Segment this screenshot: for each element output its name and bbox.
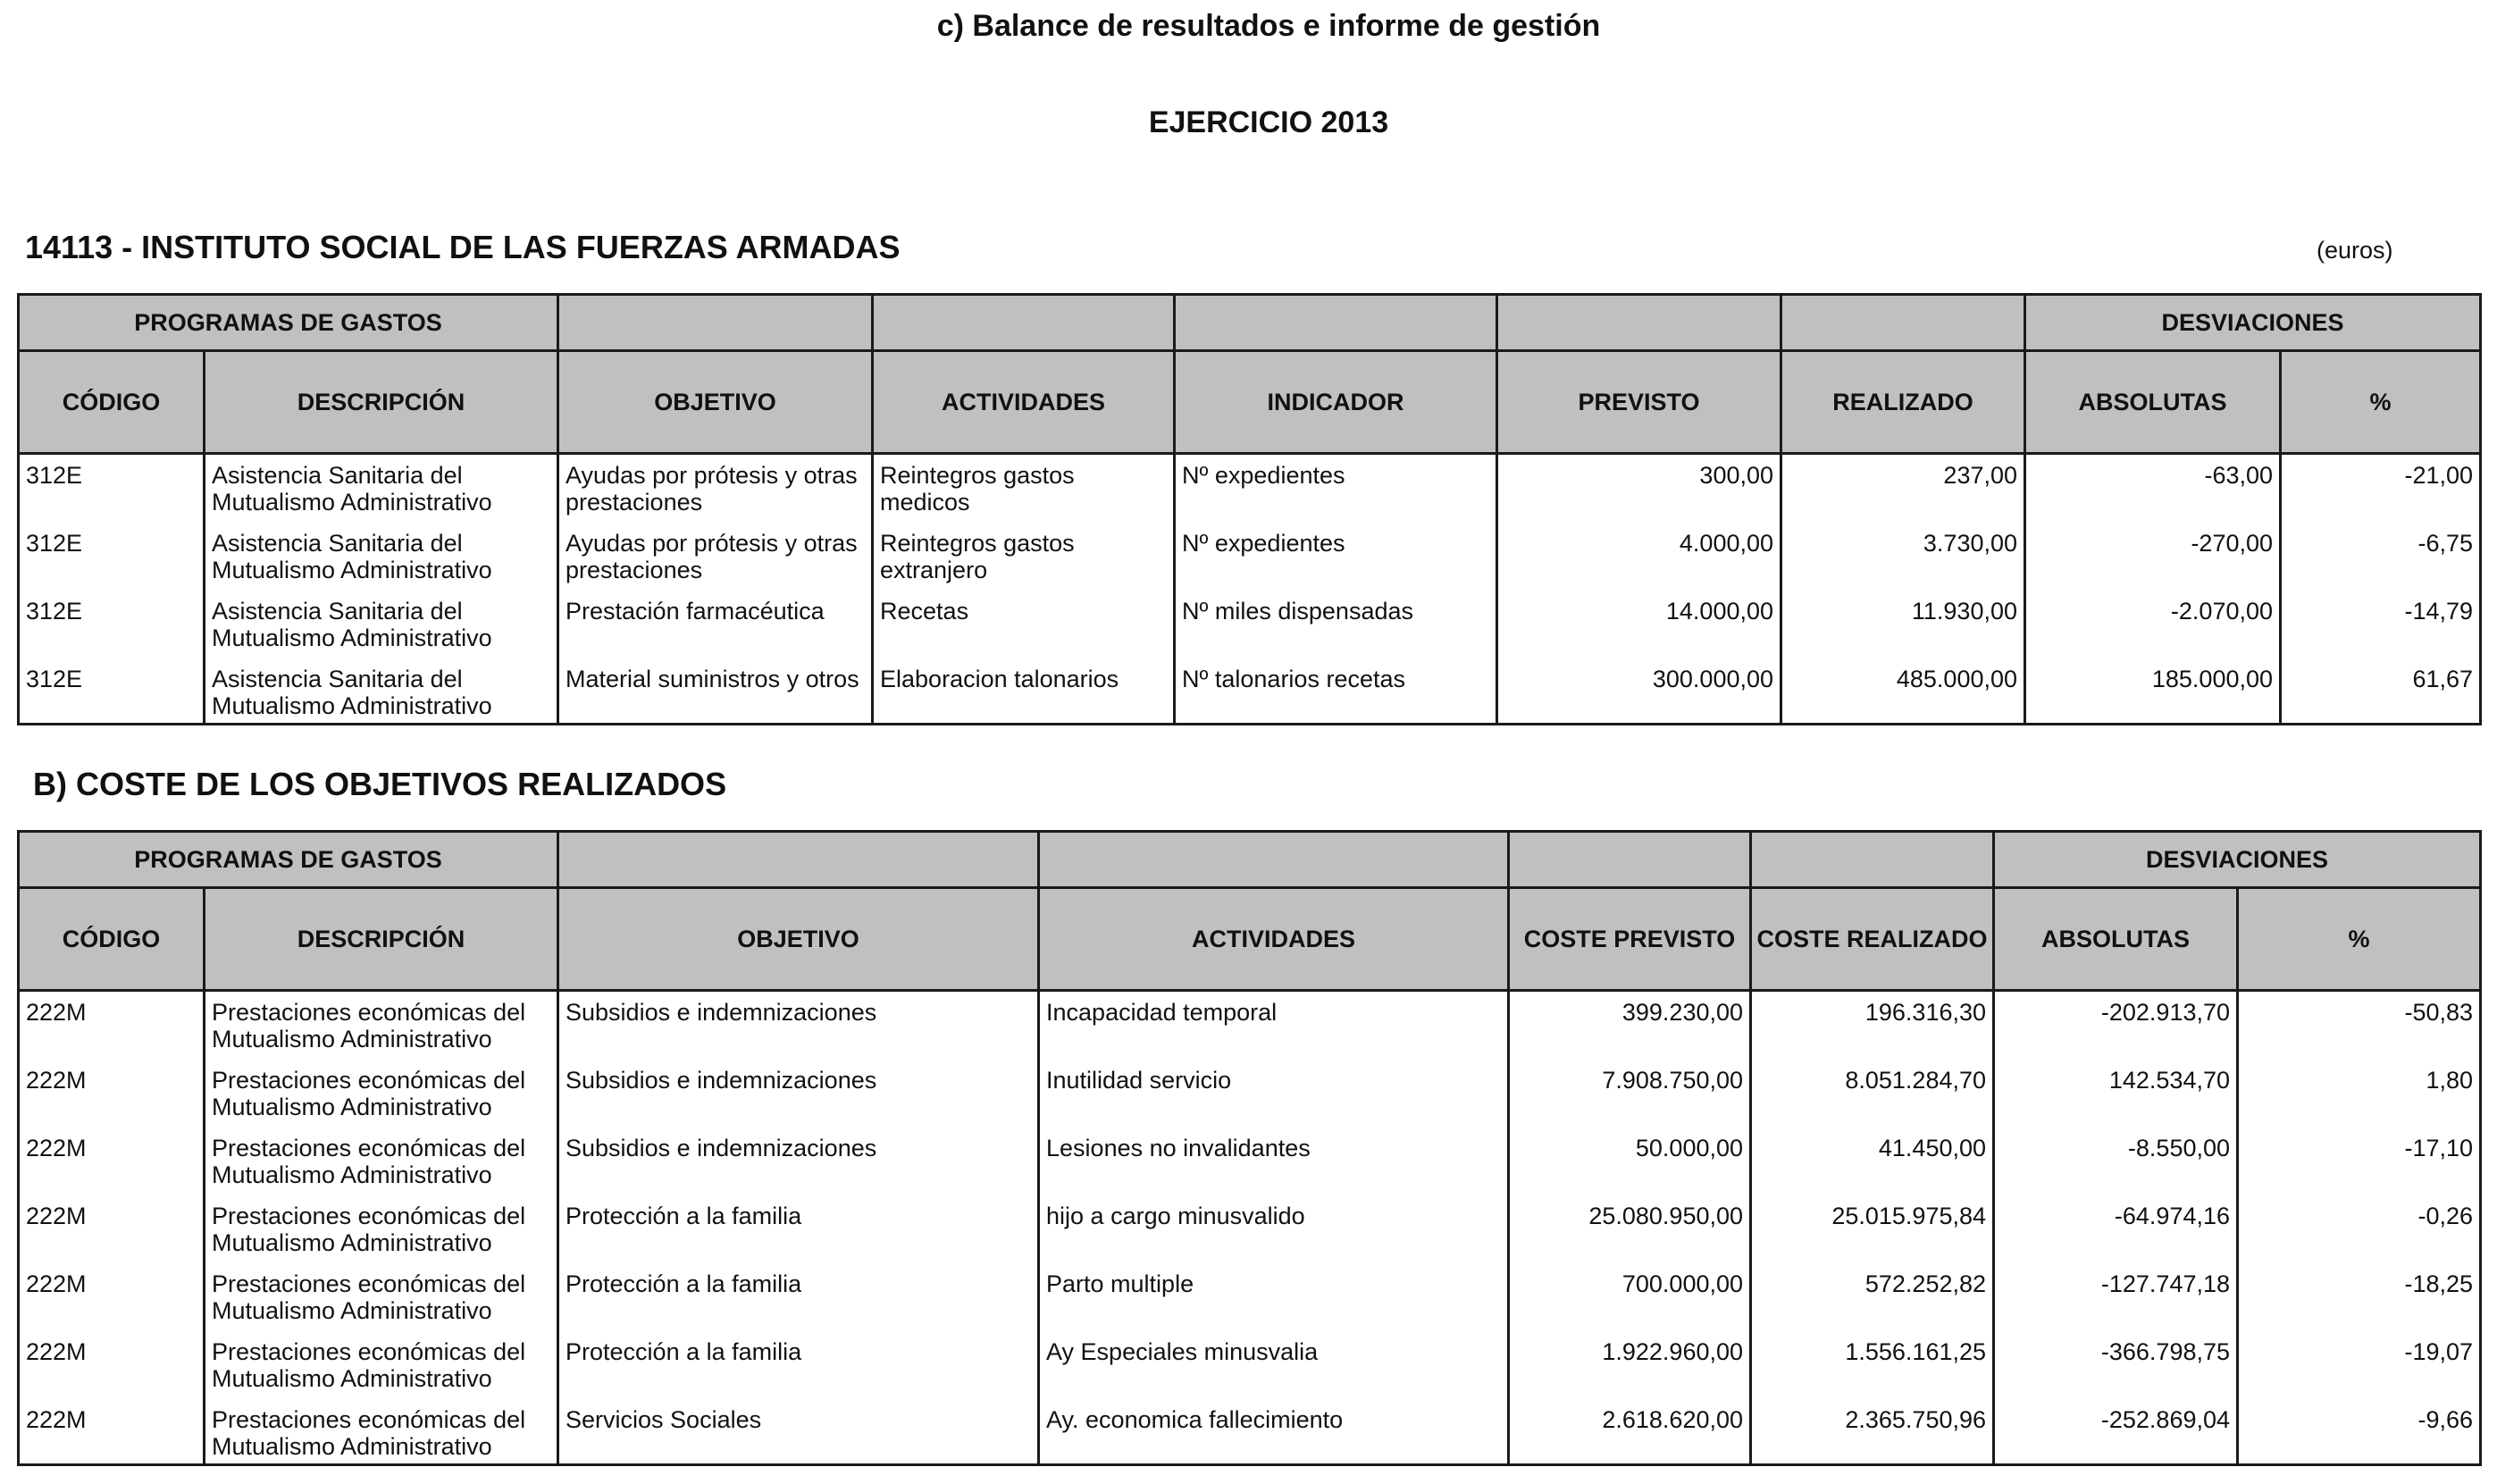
column-header: REALIZADO	[1781, 351, 2025, 454]
activity-cell: Recetas	[873, 591, 1175, 658]
absolute-deviation-cell: -127.747,18	[1994, 1263, 2238, 1331]
table-row	[19, 1060, 2481, 1128]
empty-group-header	[873, 295, 1175, 351]
objective-cell: Subsidios e indemnizaciones	[558, 1128, 1039, 1195]
column-header: OBJETIVO	[558, 888, 1039, 991]
description-cell: Prestaciones económicas del Mutualismo Administrativo	[205, 1060, 558, 1128]
indicator-cell: Nº expedientes	[1175, 454, 1497, 524]
indicator-cell: Nº expedientes	[1175, 523, 1497, 591]
absolute-deviation-cell: -202.913,70	[1994, 991, 2238, 1061]
percent-deviation-cell: -21,00	[2281, 454, 2481, 524]
description-cell: Asistencia Sanitaria del Mutualismo Administrativo	[205, 658, 558, 725]
code-cell: 312E	[19, 591, 205, 658]
deviations-group-header: DESVIACIONES	[2025, 295, 2481, 351]
document-title: c) Balance de resultados e informe de gestión	[936, 9, 1601, 43]
planned-cell: 300.000,00	[1497, 658, 1781, 725]
realized-cost-cell: 1.556.161,25	[1751, 1331, 1994, 1399]
column-header: COSTE PREVISTO	[1509, 888, 1751, 991]
column-header: %	[2238, 888, 2481, 991]
realized-cost-cell: 8.051.284,70	[1751, 1060, 1994, 1128]
column-header: ACTIVIDADES	[1039, 888, 1509, 991]
objective-cell: Protección a la familia	[558, 1331, 1039, 1399]
planned-cost-cell: 700.000,00	[1509, 1263, 1751, 1331]
empty-group-header	[1509, 832, 1751, 888]
description-cell: Prestaciones económicas del Mutualismo Administrativo	[205, 1399, 558, 1465]
percent-deviation-cell: -19,07	[2238, 1331, 2481, 1399]
description-cell: Prestaciones económicas del Mutualismo Administrativo	[205, 1128, 558, 1195]
realized-cell: 3.730,00	[1781, 523, 2025, 591]
absolute-deviation-cell: -64.974,16	[1994, 1195, 2238, 1263]
description-cell: Asistencia Sanitaria del Mutualismo Administrativo	[205, 454, 558, 524]
planned-cell: 300,00	[1497, 454, 1781, 524]
description-cell: Prestaciones económicas del Mutualismo Administrativo	[205, 1195, 558, 1263]
column-header: COSTE REALIZADO	[1751, 888, 1994, 991]
group-header-row	[19, 832, 2481, 888]
entity-title: 14113 - INSTITUTO SOCIAL DE LAS FUERZAS ARMADAS	[25, 229, 901, 265]
column-header: PREVISTO	[1497, 351, 1781, 454]
realized-cost-cell: 41.450,00	[1751, 1128, 1994, 1195]
deviations-group-header: DESVIACIONES	[1994, 832, 2481, 888]
realized-cell: 485.000,00	[1781, 658, 2025, 725]
code-cell: 222M	[19, 1263, 205, 1331]
empty-group-header	[1039, 832, 1509, 888]
code-cell: 312E	[19, 523, 205, 591]
percent-deviation-cell: -9,66	[2238, 1399, 2481, 1465]
activity-cell: Lesiones no invalidantes	[1039, 1128, 1509, 1195]
activity-cell: Inutilidad servicio	[1039, 1060, 1509, 1128]
planned-cost-cell: 50.000,00	[1509, 1128, 1751, 1195]
costs-table	[17, 830, 2482, 1466]
activity-cell: Ay. economica fallecimiento	[1039, 1399, 1509, 1465]
code-cell: 222M	[19, 1060, 205, 1128]
percent-deviation-cell: -14,79	[2281, 591, 2481, 658]
planned-cost-cell: 1.922.960,00	[1509, 1331, 1751, 1399]
percent-deviation-cell: 61,67	[2281, 658, 2481, 725]
table-row	[19, 454, 2481, 524]
group-header-row	[19, 295, 2481, 351]
column-header: DESCRIPCIÓN	[205, 888, 558, 991]
activity-cell: Parto multiple	[1039, 1263, 1509, 1331]
empty-group-header	[1497, 295, 1781, 351]
realized-cost-cell: 196.316,30	[1751, 991, 1994, 1061]
column-header: INDICADOR	[1175, 351, 1497, 454]
percent-deviation-cell: -6,75	[2281, 523, 2481, 591]
programs-group-header: PROGRAMAS DE GASTOS	[19, 295, 558, 351]
empty-group-header	[1751, 832, 1994, 888]
column-header: DESCRIPCIÓN	[205, 351, 558, 454]
table-row	[19, 1399, 2481, 1465]
description-cell: Asistencia Sanitaria del Mutualismo Administrativo	[205, 591, 558, 658]
indicators-table	[17, 293, 2482, 725]
code-cell: 222M	[19, 991, 205, 1061]
percent-deviation-cell: -0,26	[2238, 1195, 2481, 1263]
absolute-deviation-cell: -270,00	[2025, 523, 2281, 591]
objective-cell: Ayudas por prótesis y otras prestaciones	[558, 454, 873, 524]
absolute-deviation-cell: -8.550,00	[1994, 1128, 2238, 1195]
exercise-title: EJERCICIO 2013	[1148, 105, 1389, 139]
column-header: CÓDIGO	[19, 351, 205, 454]
realized-cost-cell: 2.365.750,96	[1751, 1399, 1994, 1465]
absolute-deviation-cell: -2.070,00	[2025, 591, 2281, 658]
activity-cell: Reintegros gastos extranjero	[873, 523, 1175, 591]
column-header: OBJETIVO	[558, 351, 873, 454]
empty-group-header	[558, 832, 1039, 888]
code-cell: 222M	[19, 1331, 205, 1399]
percent-deviation-cell: 1,80	[2238, 1060, 2481, 1128]
objective-cell: Prestación farmacéutica	[558, 591, 873, 658]
realized-cell: 11.930,00	[1781, 591, 2025, 658]
planned-cost-cell: 2.618.620,00	[1509, 1399, 1751, 1465]
planned-cell: 14.000,00	[1497, 591, 1781, 658]
code-cell: 312E	[19, 454, 205, 524]
realized-cost-cell: 25.015.975,84	[1751, 1195, 1994, 1263]
table-row	[19, 1263, 2481, 1331]
activity-cell: hijo a cargo minusvalido	[1039, 1195, 1509, 1263]
activity-cell: Incapacidad temporal	[1039, 991, 1509, 1061]
column-header: %	[2281, 351, 2481, 454]
code-cell: 222M	[19, 1195, 205, 1263]
units-label: (euros)	[2317, 237, 2393, 264]
empty-group-header	[558, 295, 873, 351]
activity-cell: Reintegros gastos medicos	[873, 454, 1175, 524]
absolute-deviation-cell: -63,00	[2025, 454, 2281, 524]
empty-group-header	[1175, 295, 1497, 351]
table-row	[19, 991, 2481, 1061]
description-cell: Prestaciones económicas del Mutualismo Administrativo	[205, 1263, 558, 1331]
percent-deviation-cell: -18,25	[2238, 1263, 2481, 1331]
objective-cell: Protección a la familia	[558, 1263, 1039, 1331]
planned-cost-cell: 399.230,00	[1509, 991, 1751, 1061]
planned-cost-cell: 25.080.950,00	[1509, 1195, 1751, 1263]
section-b-title: B) COSTE DE LOS OBJETIVOS REALIZADOS	[33, 766, 727, 802]
column-header: ABSOLUTAS	[1994, 888, 2238, 991]
indicator-cell: Nº miles dispensadas	[1175, 591, 1497, 658]
programs-group-header: PROGRAMAS DE GASTOS	[19, 832, 558, 888]
objective-cell: Servicios Sociales	[558, 1399, 1039, 1465]
activity-cell: Elaboracion talonarios	[873, 658, 1175, 725]
table-row	[19, 591, 2481, 658]
column-header: ABSOLUTAS	[2025, 351, 2281, 454]
planned-cost-cell: 7.908.750,00	[1509, 1060, 1751, 1128]
table-row	[19, 1195, 2481, 1263]
indicator-cell: Nº talonarios recetas	[1175, 658, 1497, 725]
percent-deviation-cell: -50,83	[2238, 991, 2481, 1061]
realized-cell: 237,00	[1781, 454, 2025, 524]
percent-deviation-cell: -17,10	[2238, 1128, 2481, 1195]
code-cell: 222M	[19, 1128, 205, 1195]
absolute-deviation-cell: 142.534,70	[1994, 1060, 2238, 1128]
realized-cost-cell: 572.252,82	[1751, 1263, 1994, 1331]
absolute-deviation-cell: -252.869,04	[1994, 1399, 2238, 1465]
code-cell: 312E	[19, 658, 205, 725]
column-header: ACTIVIDADES	[873, 351, 1175, 454]
planned-cell: 4.000,00	[1497, 523, 1781, 591]
description-cell: Prestaciones económicas del Mutualismo Administrativo	[205, 1331, 558, 1399]
column-header-row	[19, 351, 2481, 454]
objective-cell: Subsidios e indemnizaciones	[558, 991, 1039, 1061]
table-row	[19, 1128, 2481, 1195]
objective-cell: Protección a la familia	[558, 1195, 1039, 1263]
objective-cell: Material suministros y otros	[558, 658, 873, 725]
column-header: CÓDIGO	[19, 888, 205, 991]
objective-cell: Ayudas por prótesis y otras prestaciones	[558, 523, 873, 591]
absolute-deviation-cell: -366.798,75	[1994, 1331, 2238, 1399]
empty-group-header	[1781, 295, 2025, 351]
activity-cell: Ay Especiales minusvalia	[1039, 1331, 1509, 1399]
description-cell: Asistencia Sanitaria del Mutualismo Administrativo	[205, 523, 558, 591]
objective-cell: Subsidios e indemnizaciones	[558, 1060, 1039, 1128]
description-cell: Prestaciones económicas del Mutualismo Administrativo	[205, 991, 558, 1061]
table-row	[19, 523, 2481, 591]
table-row	[19, 1331, 2481, 1399]
code-cell: 222M	[19, 1399, 205, 1465]
table-row	[19, 658, 2481, 725]
column-header-row	[19, 888, 2481, 991]
absolute-deviation-cell: 185.000,00	[2025, 658, 2281, 725]
